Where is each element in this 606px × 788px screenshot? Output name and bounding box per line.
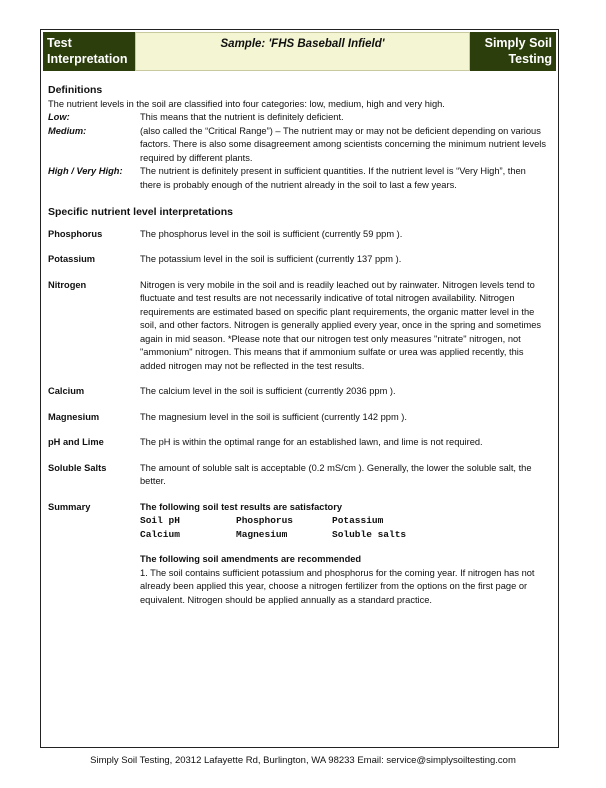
- satisfactory-item: Magnesium: [236, 528, 288, 540]
- satisfactory-item: Phosphorus: [236, 515, 294, 526]
- definition-desc: (also called the “Critical Range”) – The nutrient may or may not be deficient depending on various factors. There is also some disagreement among scientists concerning the minimum nutrient levels required by different plants.: [140, 125, 546, 163]
- nutrient-term: Potassium: [48, 254, 96, 264]
- nutrient-row-nitrogen: [48, 279, 548, 374]
- specific-title: Specific nutrient level interpretations: [48, 206, 233, 218]
- definition-row: [48, 165, 548, 192]
- company-name-line2: Testing: [508, 52, 552, 66]
- report-content: [48, 84, 548, 607]
- nutrient-desc: The magnesium level in the soil is sufficient (currently 142 ppm ).: [140, 411, 407, 422]
- nutrient-term: pH and Lime: [48, 437, 104, 447]
- definition-desc: This means that the nutrient is definitely deficient.: [140, 112, 344, 122]
- nutrient-term: Soluble Salts: [48, 462, 107, 473]
- sample-name: Sample: 'FHS Baseball Infield': [135, 32, 470, 71]
- definition-row: [48, 125, 548, 166]
- definitions-title: Definitions: [48, 84, 103, 96]
- nutrient-row-ph: [48, 436, 548, 450]
- nutrient-row-potassium: [48, 253, 548, 267]
- nutrient-row-phosphorus: [48, 228, 548, 242]
- amendments-text: 1. The soil contains sufficient potassium and phosphorus for the coming year. If nitrogen has not already been applied this year, choose a nitrogen fertilizer from the options on the first page or equivalent. Nitrogen should be applied annually as a standard practice.: [140, 567, 535, 605]
- definition-row: [48, 111, 548, 125]
- header-title: [43, 32, 135, 71]
- satisfactory-row: [140, 528, 548, 542]
- nutrient-desc: The phosphorus level in the soil is sufficient (currently 59 ppm ).: [140, 228, 403, 239]
- header-bar: [43, 32, 556, 71]
- nutrient-desc: The potassium level in the soil is sufficient (currently 137 ppm ).: [140, 254, 402, 264]
- satisfactory-item: Potassium: [332, 515, 384, 526]
- nutrient-term: Calcium: [48, 386, 85, 396]
- nutrient-desc: Nitrogen is very mobile in the soil and is readily leached out by rainwater. Nitrogen levels tend to fluctuate and test results are not necessarily indicative of total nitrogen availability. Nitrogen requirements are estimated based on specific plant requirements, the organic matter level in the soil, and other factors. Nitrogen is generally applied every year, once in the spring and sometimes again in mid season. *Please note that our nitrogen test only measures "nitrate" nitrogen, not "ammonium" nitrogen. This means that if ammonium sulfate or urea was applied recently, this added nitrogen may not be reflected in the test results.: [140, 279, 542, 371]
- footer-contact: Simply Soil Testing, 20312 Lafayette Rd, Burlington, WA 98233 Email: service@simplysoiltesting.com: [90, 755, 516, 766]
- nutrient-row-soluble-salts: [48, 462, 548, 489]
- satisfactory-title: The following soil test results are satisfactory: [140, 501, 343, 512]
- nutrient-row-calcium: [48, 385, 548, 399]
- summary-term: Summary: [48, 501, 91, 512]
- company-name: [470, 32, 556, 71]
- satisfactory-item: Soluble salts: [332, 528, 407, 540]
- satisfactory-row: [140, 514, 548, 528]
- nutrient-desc: The amount of soluble salt is acceptable (0.2 mS/cm ). Generally, the lower the soluble salt, the better.: [140, 462, 532, 486]
- nutrient-desc: The pH is within the optimal range for an established lawn, and lime is not required.: [140, 437, 483, 447]
- nutrient-term: Phosphorus: [48, 228, 103, 239]
- summary-section: [48, 501, 548, 608]
- nutrient-term: Nitrogen: [48, 279, 87, 290]
- nutrient-term: Magnesium: [48, 411, 100, 422]
- satisfactory-item: Soil pH: [140, 515, 180, 526]
- definition-term: High / Very High:: [48, 166, 123, 176]
- definition-term: Medium:: [48, 125, 87, 136]
- amendments-title: The following soil amendments are recommended: [140, 554, 362, 564]
- definition-term: Low:: [48, 112, 70, 122]
- satisfactory-item: Calcium: [140, 528, 180, 540]
- company-name-line1: Simply Soil: [484, 36, 552, 50]
- nutrient-desc: The calcium level in the soil is sufficient (currently 2036 ppm ).: [140, 386, 396, 396]
- header-title-line1: Test: [47, 36, 72, 50]
- summary-body: [140, 501, 548, 608]
- nutrient-row-magnesium: [48, 411, 548, 425]
- header-title-line2: Interpretation: [47, 52, 128, 66]
- definitions-intro: The nutrient levels in the soil are classified into four categories: low, medium, high and very high.: [48, 98, 445, 109]
- definition-desc: The nutrient is definitely present in sufficient quantities. If the nutrient level is “Very High”, then there is probably enough of the nutrient already in the soil to last a few years.: [140, 166, 526, 190]
